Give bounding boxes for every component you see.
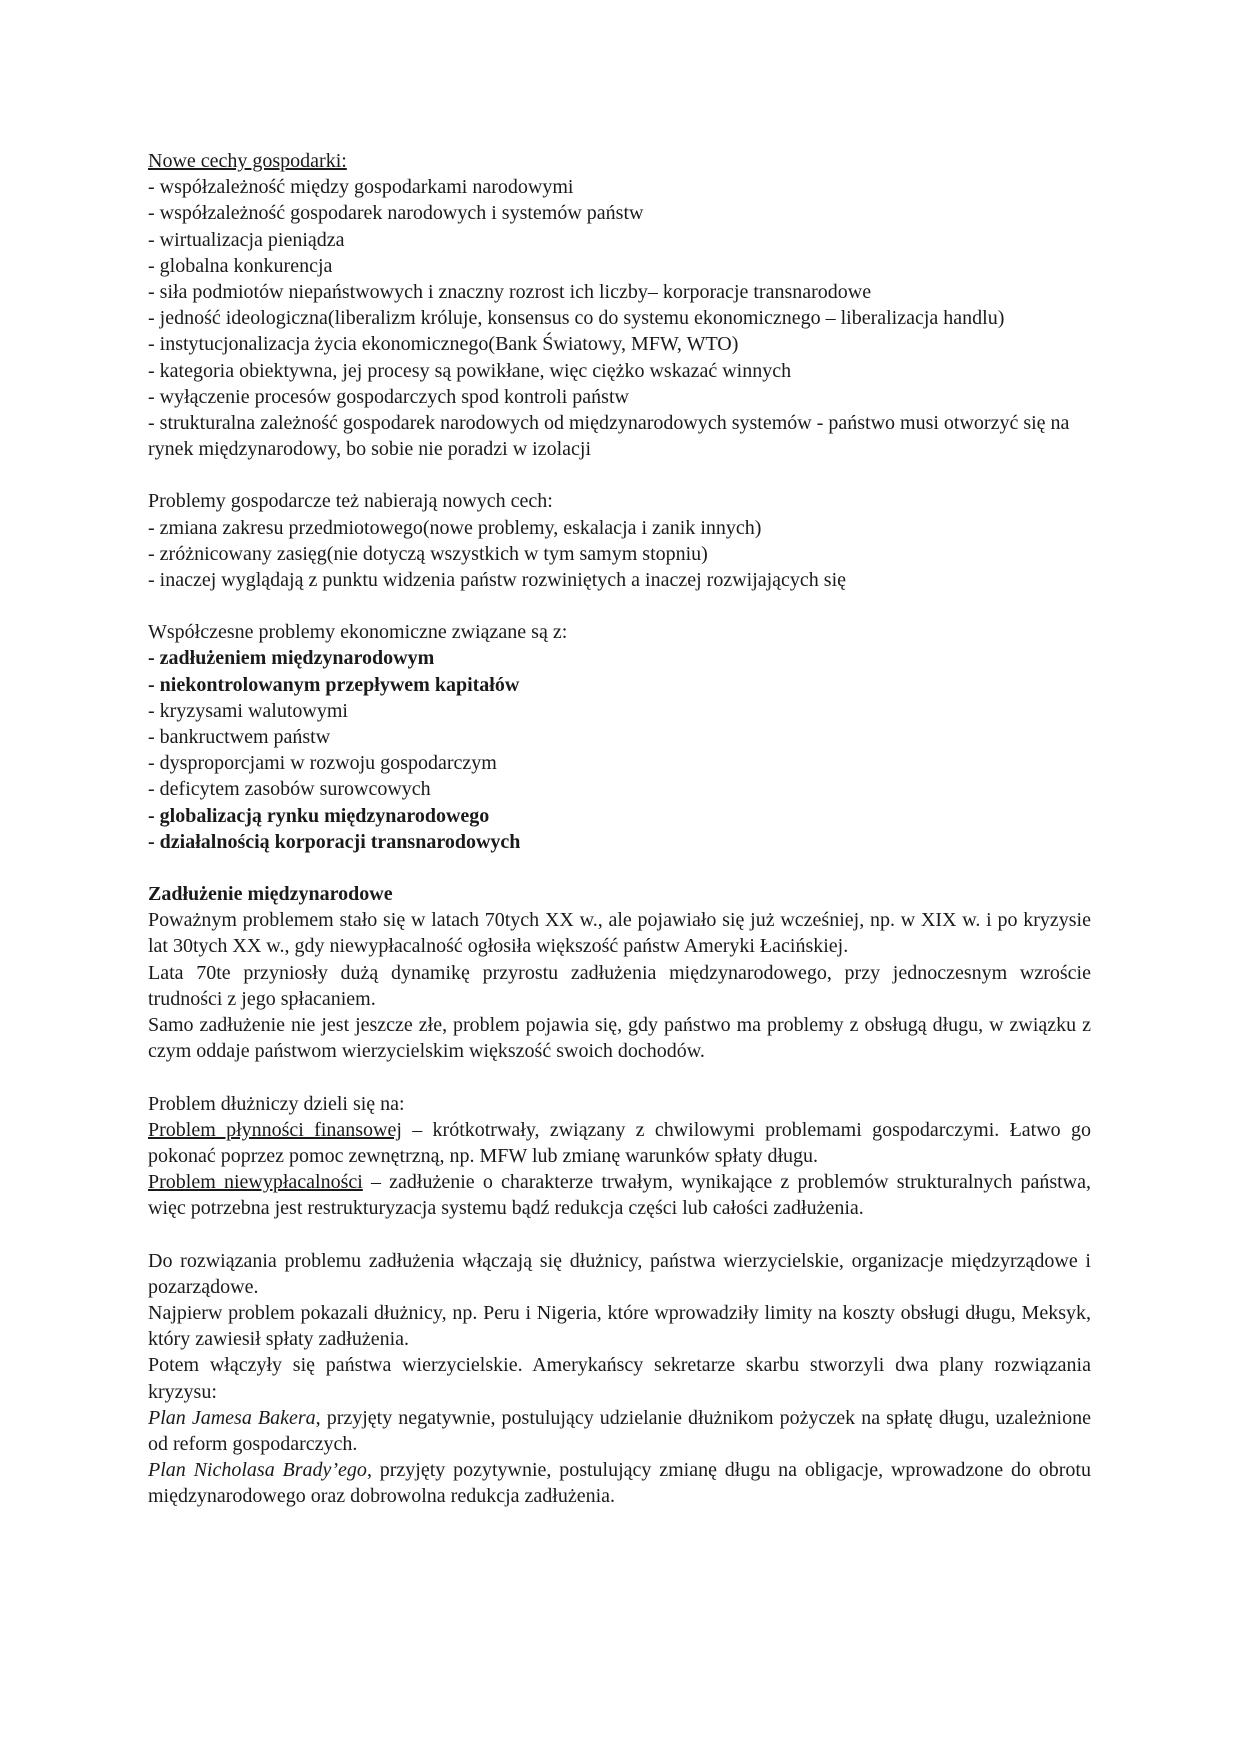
term-description: – zadłużenie o charakterze trwałym, wynikające z problemów strukturalnych państwa, więc potrzebna jest restrukturyzacja systemu bądź redukcja części lub całości zadłużenia. bbox=[148, 1171, 1091, 1220]
list-item: - strukturalna zależność gospodarek narodowych od międzynarodowych systemów - państwo musi otworzyć się na rynek międzynarodowy, bo sobie nie poradzi w izolacji bbox=[148, 412, 1070, 461]
section-heading: Problemy gospodarcze też nabierają nowych cech: bbox=[148, 490, 553, 513]
section-economic-problems bbox=[148, 488, 1091, 593]
paragraph: Samo zadłużenie nie jest jeszcze złe, problem pojawia się, gdy państwo ma problemy z obsługą długu, w związku z czym oddaje państwom wierzycielskim większość swoich dochodów. bbox=[148, 1014, 1091, 1063]
list-item: - zmiana zakresu przedmiotowego(nowe problemy, eskalacja i zanik innych) bbox=[148, 516, 762, 539]
paragraph: Do rozwiązania problemu zadłużenia włączają się dłużnicy, państwa wierzycielskie, organizacje międzyrządowe i pozarządowe. bbox=[148, 1249, 1091, 1298]
bullet-list bbox=[148, 174, 1091, 462]
term-description: – krótkotrwały, związany z chwilowymi problemami gospodarczymi. Łatwo go pokonać poprzez pomoc zewnętrzną, np. MFW lub zmianę warunków spłaty długu. bbox=[148, 1118, 1091, 1167]
list-item: - zróżnicowany zasięg(nie dotyczą wszystkich w tym samym stopniu) bbox=[148, 542, 708, 565]
section-debt-problem-types bbox=[148, 1091, 1091, 1222]
list-item: - deficytem zasobów surowcowych bbox=[148, 778, 431, 801]
paragraph bbox=[148, 1405, 1091, 1457]
section-debt-solutions bbox=[148, 1248, 1091, 1510]
section-heading: Nowe cechy gospodarki: bbox=[148, 150, 347, 172]
paragraph: Poważnym problemem stało się w latach 70tych XX w., ale pojawiało się już wcześniej, np. w XIX w. i po kryzysie lat 30tych XX w., gdy niewypłacalność ogłosiła większość państw Ameryki Łacińskiej. bbox=[148, 909, 1091, 958]
list-item: - współzależność gospodarek narodowych i systemów państw bbox=[148, 202, 644, 225]
list-item: - bankructwem państw bbox=[148, 726, 331, 749]
paragraph: Potem włączyły się państwa wierzycielskie. Amerykańscy sekretarze skarbu stworzyli dwa plany rozwiązania kryzysu: bbox=[148, 1354, 1091, 1403]
list-item: - globalna konkurencja bbox=[148, 254, 333, 277]
plan-name: Plan Jamesa Bakera bbox=[148, 1406, 316, 1429]
list-item: - siła podmiotów niepaństwowych i znaczny rozrost ich liczby– korporacje transnarodowe bbox=[148, 281, 872, 304]
list-item: - instytucjonalizacja życia ekonomicznego(Bank Światowy, MFW, WTO) bbox=[148, 333, 739, 356]
list-item: - współzależność między gospodarkami narodowymi bbox=[148, 176, 574, 199]
term-insolvency: Problem niewypłacalności bbox=[148, 1171, 363, 1194]
list-item: - kategoria obiektywna, jej procesy są powikłane, więc ciężko wskazać winnych bbox=[148, 359, 792, 382]
paragraph bbox=[148, 1457, 1091, 1509]
list-item: - inaczej wyglądają z punktu widzenia państw rozwiniętych a inaczej rozwijających się bbox=[148, 569, 847, 592]
paragraph-gap bbox=[148, 462, 1091, 488]
section-heading: Współczesne problemy ekonomiczne związane są z: bbox=[148, 621, 568, 644]
list-item: - działalnością korporacji transnarodowych bbox=[148, 830, 521, 853]
list-item: - globalizacją rynku międzynarodowego bbox=[148, 804, 490, 827]
plan-description: , przyjęty negatywnie, postulujący udzielanie dłużnikom pożyczek na spłatę długu, uzależnione od reform gospodarczych. bbox=[148, 1406, 1091, 1455]
section-international-debt bbox=[148, 881, 1091, 1064]
paragraph: Lata 70te przyniosły dużą dynamikę przyrostu zadłużenia międzynarodowego, przy jednoczesnym wzroście trudności z jego spłacaniem. bbox=[148, 961, 1091, 1010]
paragraph bbox=[148, 1169, 1091, 1221]
list-item: - wirtualizacja pieniądza bbox=[148, 228, 345, 251]
list-item: - dysproporcjami w rozwoju gospodarczym bbox=[148, 752, 497, 775]
section-new-features bbox=[148, 148, 1091, 462]
paragraph-gap bbox=[148, 1222, 1091, 1248]
paragraph-gap bbox=[148, 1065, 1091, 1091]
plan-description: , przyjęty pozytywnie, postulujący zmianę długu na obligacje, wprowadzone do obrotu międzynarodowego oraz dobrowolna redukcja zadłużenia. bbox=[148, 1459, 1091, 1508]
term-liquidity: Problem płynności finansowej bbox=[148, 1118, 402, 1141]
document-page bbox=[148, 148, 1091, 1510]
list-item: - jedność ideologiczna(liberalizm króluje, konsensus co do systemu ekonomicznego – liberalizacja handlu) bbox=[148, 307, 1005, 330]
list-item: - niekontrolowanym przepływem kapitałów bbox=[148, 673, 520, 696]
paragraph-gap bbox=[148, 855, 1091, 881]
list-item: - zadłużeniem międzynarodowym bbox=[148, 647, 435, 670]
paragraph: Problem dłużniczy dzieli się na: bbox=[148, 1092, 405, 1115]
list-item: - wyłączenie procesów gospodarczych spod kontroli państw bbox=[148, 385, 629, 408]
paragraph-gap bbox=[148, 593, 1091, 619]
plan-name: Plan Nicholasa Brady’ego bbox=[148, 1459, 367, 1482]
list-item: - kryzysami walutowymi bbox=[148, 699, 348, 722]
section-heading: Zadłużenie międzynarodowe bbox=[148, 883, 393, 906]
paragraph: Najpierw problem pokazali dłużnicy, np. Peru i Nigeria, które wprowadziły limity na koszty obsługi długu, Meksyk, który zawiesił spłaty zadłużenia. bbox=[148, 1301, 1091, 1351]
section-contemporary-problems bbox=[148, 619, 1091, 855]
paragraph bbox=[148, 1117, 1091, 1169]
